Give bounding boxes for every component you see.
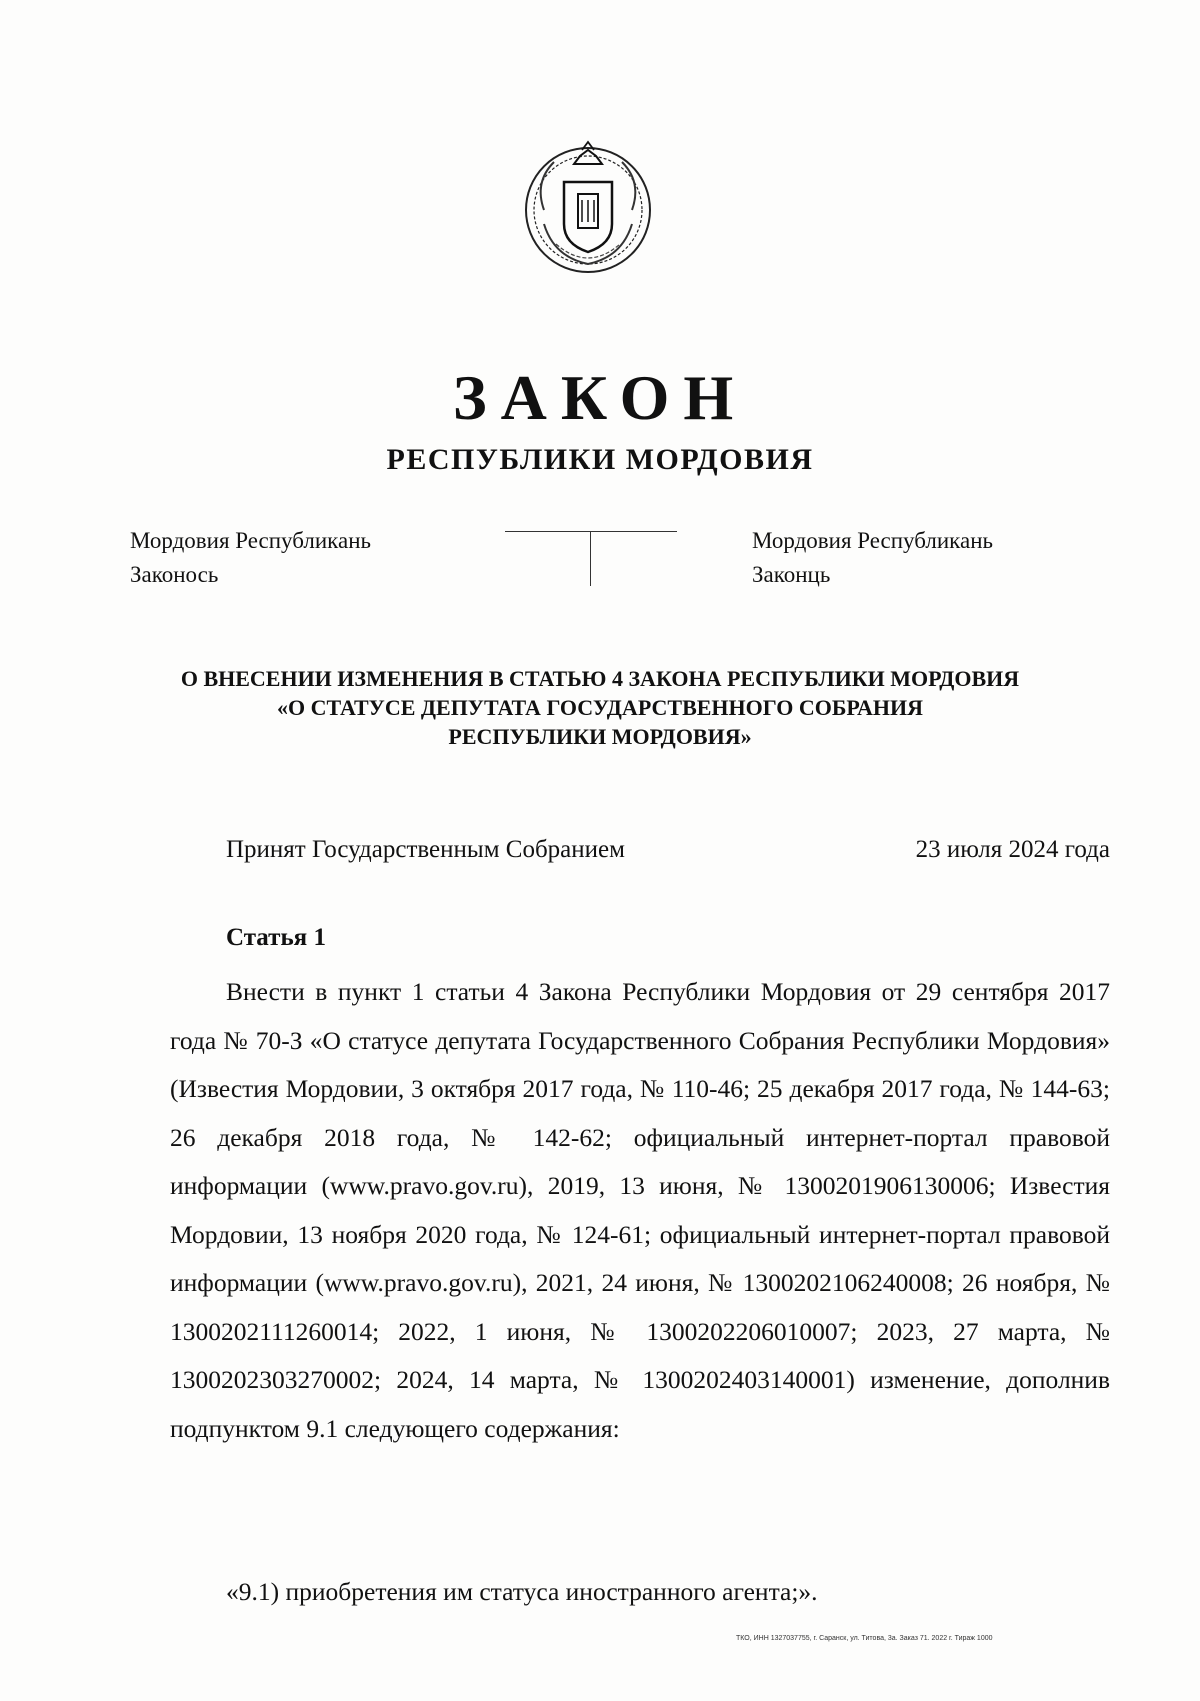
print-imprint: ТКО, ИНН 1327037755, г. Саранск, ул. Титова, 3а. Заказ 71. 2022 г. Тираж 1000: [736, 1635, 993, 1642]
document-title: ЗАКОН: [452, 362, 748, 433]
adopted-date: 23 июля 2024 года: [915, 836, 1110, 863]
document-subtitle: РЕСПУБЛИКИ МОРДОВИЯ: [386, 443, 814, 476]
article-quote: «9.1) приобретения им статуса иностранного агента;».: [226, 1577, 818, 1606]
law-title-line2: «О СТАТУСЕ ДЕПУТАТА ГОСУДАРСТВЕННОГО СОБРАНИЯ: [276, 695, 924, 720]
article-heading: Статья 1: [226, 924, 326, 951]
erzya-title-line2: Законць: [752, 562, 831, 587]
law-title: [100, 664, 1100, 751]
erzya-title: [752, 524, 993, 592]
moksha-title: [130, 524, 371, 592]
adopted-label: Принят Государственным Собранием: [226, 836, 625, 863]
title-separator-vertical: [590, 531, 591, 586]
erzya-title-line1: Мордовия Республикань: [752, 528, 994, 553]
moksha-title-line1: Мордовия Республикань: [130, 528, 372, 553]
moksha-title-line2: Законось: [130, 562, 219, 587]
law-title-line1: О ВНЕСЕНИИ ИЗМЕНЕНИЯ В СТАТЬЮ 4 ЗАКОНА РЕСПУБЛИКИ МОРДОВИЯ: [180, 666, 1020, 691]
article-body: Внести в пункт 1 статьи 4 Закона Республики Мордовия от 29 сентября 2017 года № 70-З «О статусе депутата Государственного Собрания Республики Мордовия» (Известия Мордовии, 3 октября 2017 года, № 110-46; 25 декабря 2017 года, № 144-63; 26 декабря 2018 года, № 142-62; официальный интернет-портал правовой информации (www.pravo.gov.ru), 2019, 13 июня, № 1300201906130006; Известия Мордовии, 13 ноября 2020 года, № 124-61; официальный интернет-портал правовой информации (www.pravo.gov.ru), 2021, 24 июня, № 1300202106240008; 26 ноября, № 1300202111260014; 2022, 1 июня, № 1300202206010007; 2023, 27 марта, № 1300202303270002; 2024, 14 марта, № 1300202403140001) изменение, дополнив подпунктом 9.1 следующего содержания:: [170, 977, 1110, 1443]
law-title-line3: РЕСПУБЛИКИ МОРДОВИЯ»: [448, 724, 752, 749]
coat-of-arms-icon: [514, 132, 662, 280]
title-separator-horizontal: [505, 531, 677, 532]
